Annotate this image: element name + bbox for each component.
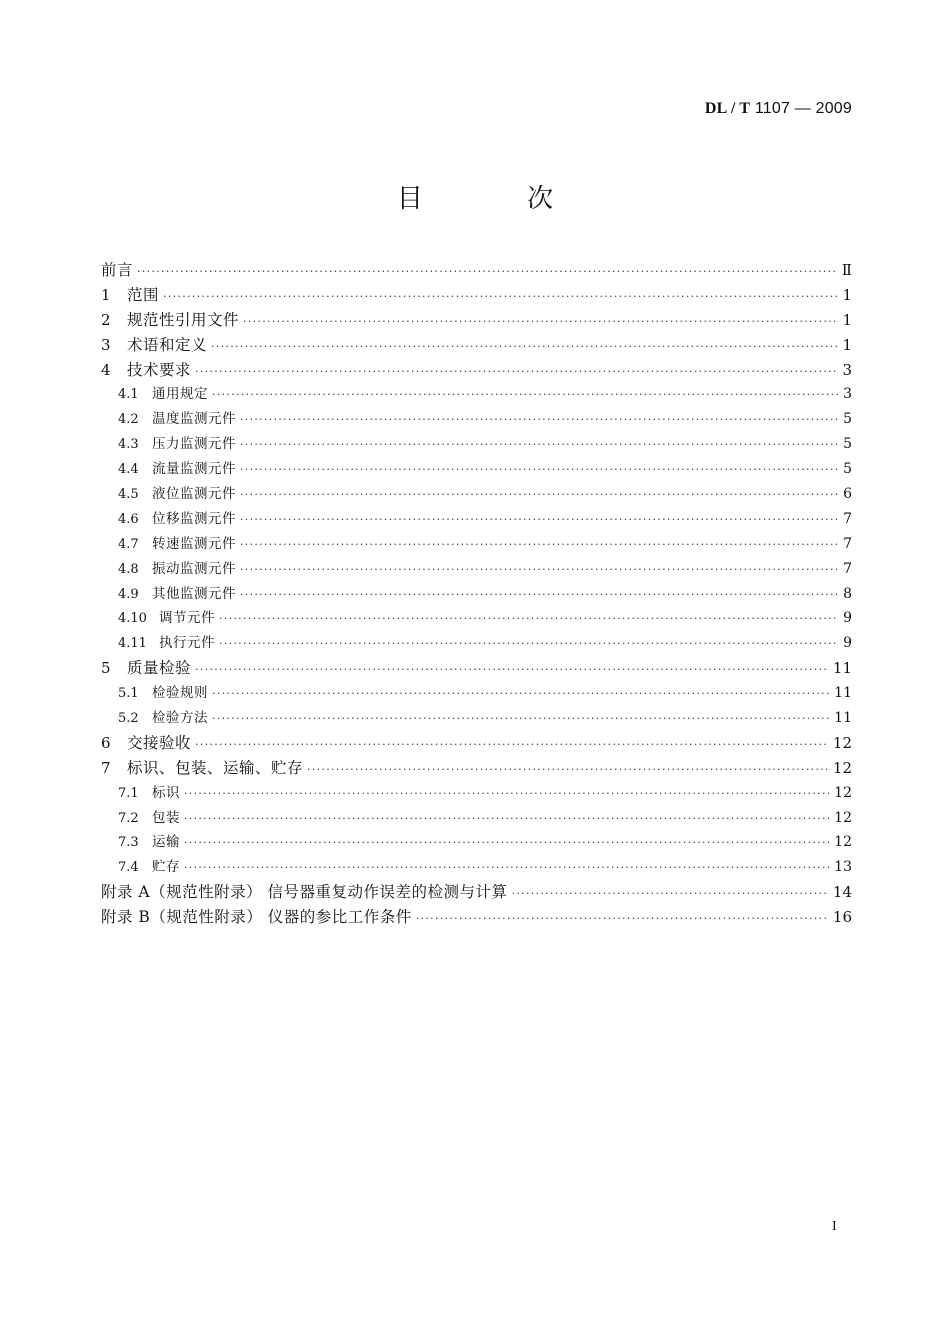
toc-entry[interactable] bbox=[101, 855, 852, 880]
toc-entry-page: 1 bbox=[842, 285, 852, 304]
toc-entry-title: 前言 bbox=[101, 261, 134, 279]
toc-entry[interactable] bbox=[101, 407, 852, 432]
toc-leader-dots bbox=[219, 607, 838, 632]
toc-entry[interactable] bbox=[101, 507, 852, 532]
toc-entry[interactable] bbox=[101, 830, 852, 855]
toc-entry-number: 7.4 bbox=[118, 860, 139, 876]
toc-entry-title: 交接验收 bbox=[127, 733, 192, 752]
toc-entry-number: 4.4 bbox=[118, 462, 139, 478]
toc-entry-page: 7 bbox=[843, 560, 852, 577]
toc-entry-number: 4.5 bbox=[118, 487, 139, 503]
toc-leader-dots bbox=[307, 758, 829, 783]
toc-entry-title: 温度监测元件 bbox=[152, 411, 236, 428]
toc-entry-page: 11 bbox=[834, 685, 852, 702]
toc-entry[interactable] bbox=[101, 806, 852, 831]
toc-entry-title: 调节元件 bbox=[159, 610, 215, 627]
toc-entry-title: 执行元件 bbox=[159, 635, 215, 652]
toc-leader-dots bbox=[163, 285, 838, 310]
toc-entry[interactable] bbox=[101, 432, 852, 457]
toc-entry-number: 5.2 bbox=[118, 711, 139, 727]
document-code-number: 1107 — 2009 bbox=[750, 100, 852, 117]
toc-leader-dots bbox=[184, 856, 830, 881]
toc-entry[interactable] bbox=[101, 258, 852, 283]
toc-entry[interactable] bbox=[101, 880, 852, 905]
toc-leader-dots bbox=[240, 583, 838, 608]
toc-entry-title: 质量检验 bbox=[127, 659, 192, 678]
toc-entry[interactable] bbox=[101, 482, 852, 507]
toc-entry-page: Ⅱ bbox=[841, 261, 852, 279]
toc-entry-page: 14 bbox=[832, 883, 852, 902]
toc-entry-title: 位移监测元件 bbox=[152, 510, 236, 527]
toc-leader-dots bbox=[184, 782, 830, 807]
toc-entry-number: 6 bbox=[101, 733, 111, 752]
toc-entry-page: 12 bbox=[834, 834, 852, 851]
toc-leader-dots bbox=[211, 335, 838, 360]
toc-entry[interactable] bbox=[101, 333, 852, 358]
table-of-contents bbox=[101, 258, 852, 930]
toc-entry-page: 1 bbox=[842, 335, 852, 354]
toc-entry-number: 5.1 bbox=[118, 686, 139, 702]
toc-entry[interactable] bbox=[101, 631, 852, 656]
toc-entry-page: 7 bbox=[843, 510, 852, 527]
toc-leader-dots bbox=[219, 632, 838, 657]
toc-entry-number: 4.9 bbox=[118, 586, 139, 602]
toc-entry-page: 12 bbox=[832, 733, 852, 752]
toc-entry-number: 1 bbox=[101, 285, 111, 304]
toc-entry-number: 4.7 bbox=[118, 536, 139, 552]
toc-entry-page: 16 bbox=[832, 908, 852, 927]
toc-entry-number: 7.3 bbox=[118, 835, 139, 851]
toc-leader-dots bbox=[195, 733, 829, 758]
toc-entry-title: 检验方法 bbox=[152, 710, 208, 727]
toc-entry-page: 11 bbox=[832, 659, 852, 678]
toc-entry-number: 4.8 bbox=[118, 561, 139, 577]
toc-entry-title: 范围 bbox=[127, 285, 160, 304]
toc-entry-number: 3 bbox=[101, 335, 111, 354]
toc-leader-dots bbox=[243, 310, 838, 335]
toc-entry[interactable] bbox=[101, 283, 852, 308]
toc-entry-title: 技术要求 bbox=[127, 360, 192, 379]
toc-entry-title: 振动监测元件 bbox=[152, 560, 236, 577]
toc-entry[interactable] bbox=[101, 756, 852, 781]
toc-entry[interactable] bbox=[101, 606, 852, 631]
toc-entry[interactable] bbox=[101, 781, 852, 806]
document-code-prefix: DL / T bbox=[704, 100, 751, 117]
toc-entry-title: 包装 bbox=[152, 809, 180, 826]
toc-entry[interactable] bbox=[101, 582, 852, 607]
toc-entry-title: 附录 B（规范性附录） 仪器的参比工作条件 bbox=[101, 908, 412, 927]
toc-entry-title: 压力监测元件 bbox=[152, 436, 236, 453]
toc-leader-dots bbox=[195, 360, 838, 385]
toc-entry-number: 2 bbox=[101, 310, 111, 329]
toc-entry[interactable] bbox=[101, 358, 852, 383]
toc-entry-number: 7.2 bbox=[118, 810, 139, 826]
page-number: I bbox=[832, 1219, 837, 1234]
toc-entry-page: 7 bbox=[843, 535, 852, 552]
toc-entry-page: 11 bbox=[834, 710, 852, 727]
toc-leader-dots bbox=[137, 260, 838, 285]
toc-entry-title: 运输 bbox=[152, 834, 180, 851]
toc-leader-dots bbox=[212, 707, 830, 732]
toc-entry-page: 3 bbox=[842, 360, 852, 379]
toc-entry[interactable] bbox=[101, 656, 852, 681]
toc-entry-page: 6 bbox=[843, 486, 852, 503]
toc-leader-dots bbox=[240, 483, 838, 508]
toc-entry-number: 4.3 bbox=[118, 437, 139, 453]
toc-entry-number: 5 bbox=[101, 659, 111, 678]
toc-leader-dots bbox=[240, 558, 838, 583]
toc-entry-number: 4 bbox=[101, 360, 111, 379]
toc-entry-page: 3 bbox=[843, 386, 852, 403]
toc-entry-title: 其他监测元件 bbox=[152, 585, 236, 602]
toc-entry-title: 贮存 bbox=[152, 859, 180, 876]
page-title: 目 次 bbox=[396, 184, 602, 214]
toc-entry-number: 7.1 bbox=[118, 785, 139, 801]
toc-entry-number: 4.11 bbox=[118, 636, 147, 652]
toc-leader-dots bbox=[240, 458, 838, 483]
toc-leader-dots bbox=[512, 882, 829, 907]
toc-leader-dots bbox=[240, 508, 838, 533]
toc-entry[interactable] bbox=[101, 457, 852, 482]
toc-leader-dots bbox=[184, 807, 830, 832]
toc-entry-title: 检验规则 bbox=[152, 685, 208, 702]
toc-entry-title: 术语和定义 bbox=[127, 335, 208, 354]
toc-entry[interactable] bbox=[101, 706, 852, 731]
toc-leader-dots bbox=[212, 383, 838, 408]
toc-entry-page: 12 bbox=[832, 758, 852, 777]
toc-entry-page: 9 bbox=[843, 635, 852, 652]
toc-entry-title: 流量监测元件 bbox=[152, 461, 236, 478]
toc-entry-number: 4.10 bbox=[118, 611, 147, 627]
toc-entry-title: 标识、包装、运输、贮存 bbox=[127, 758, 304, 777]
toc-entry-page: 5 bbox=[843, 436, 852, 453]
toc-entry-page: 8 bbox=[843, 585, 852, 602]
toc-leader-dots bbox=[184, 831, 830, 856]
toc-leader-dots bbox=[240, 408, 838, 433]
toc-entry-page: 1 bbox=[842, 310, 852, 329]
toc-entry-number: 4.6 bbox=[118, 511, 139, 527]
toc-entry-page: 12 bbox=[834, 809, 852, 826]
toc-entry[interactable] bbox=[101, 905, 852, 930]
toc-entry[interactable] bbox=[101, 308, 852, 333]
toc-entry-title: 附录 A（规范性附录） 信号器重复动作误差的检测与计算 bbox=[101, 883, 508, 902]
toc-entry-title: 规范性引用文件 bbox=[127, 310, 240, 329]
toc-entry-page: 5 bbox=[843, 411, 852, 428]
toc-leader-dots bbox=[195, 658, 829, 683]
toc-entry-page: 12 bbox=[834, 784, 852, 801]
toc-leader-dots bbox=[240, 533, 838, 558]
toc-entry-title: 液位监测元件 bbox=[152, 486, 236, 503]
toc-entry[interactable] bbox=[101, 681, 852, 706]
toc-entry[interactable] bbox=[101, 557, 852, 582]
toc-entry-title: 标识 bbox=[152, 784, 180, 801]
toc-entry-page: 13 bbox=[834, 859, 852, 876]
toc-entry-number: 7 bbox=[101, 758, 111, 777]
toc-entry[interactable] bbox=[101, 382, 852, 407]
toc-entry-title: 通用规定 bbox=[152, 386, 208, 403]
toc-entry-page: 9 bbox=[843, 610, 852, 627]
toc-leader-dots bbox=[212, 682, 830, 707]
toc-entry-page: 5 bbox=[843, 461, 852, 478]
toc-entry-number: 4.2 bbox=[118, 412, 139, 428]
document-code bbox=[705, 100, 852, 118]
toc-leader-dots bbox=[416, 907, 829, 932]
toc-entry[interactable] bbox=[101, 532, 852, 557]
toc-entry-title: 转速监测元件 bbox=[152, 535, 236, 552]
toc-entry[interactable] bbox=[101, 731, 852, 756]
toc-leader-dots bbox=[240, 433, 838, 458]
toc-entry-number: 4.1 bbox=[118, 387, 139, 403]
